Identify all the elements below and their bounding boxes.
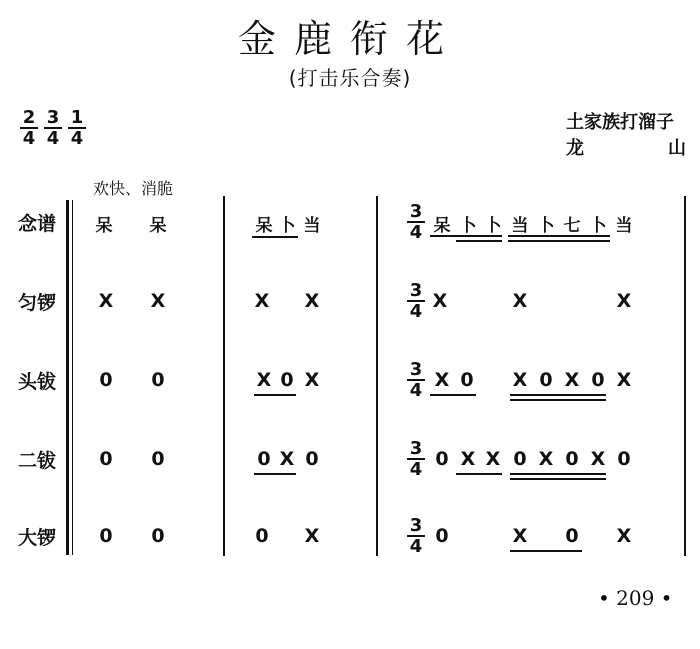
measure-time-signature: 3 4 (407, 203, 425, 241)
note: 0 (151, 369, 165, 391)
note: 0 (99, 448, 113, 470)
row-label: 二钹 (18, 450, 57, 472)
note: 0 (280, 369, 294, 391)
note: X (254, 290, 270, 312)
measure-time-signature: 3 4 (407, 517, 425, 555)
note: X (432, 290, 448, 312)
note: 卜 (537, 216, 555, 236)
note: 0 (617, 448, 631, 470)
measure-time-signature: 3 4 (407, 361, 425, 399)
note: 当 (511, 216, 529, 236)
barline (223, 196, 225, 556)
row-label: 匀锣 (18, 292, 57, 314)
note: X (538, 448, 554, 470)
note: 卜 (484, 216, 502, 236)
beam-underline (510, 399, 606, 401)
note: 0 (460, 369, 474, 391)
tempo-marking: 欢快、消脆 (93, 179, 174, 198)
note: 0 (99, 369, 113, 391)
note: 0 (99, 525, 113, 547)
note: X (616, 369, 632, 391)
note: 0 (151, 448, 165, 470)
beam-underline (456, 473, 502, 475)
beam-underline (508, 240, 610, 242)
note: 卜 (278, 216, 296, 236)
beam-underline (430, 394, 476, 396)
note: X (434, 369, 450, 391)
note: 卜 (459, 216, 477, 236)
note: 0 (565, 525, 579, 547)
note: X (512, 290, 528, 312)
barline (376, 196, 378, 556)
beam-underline (456, 240, 502, 242)
note: 0 (255, 525, 269, 547)
note: 0 (565, 448, 579, 470)
note: 卜 (589, 216, 607, 236)
time-signature: 2 4 (20, 109, 38, 147)
time-signature: 1 4 (68, 109, 86, 147)
system-bracket (66, 200, 69, 555)
note: X (256, 369, 272, 391)
note: 当 (303, 216, 321, 236)
note: X (485, 448, 501, 470)
note: 呆 (433, 216, 451, 236)
note: 呆 (95, 216, 113, 236)
note: 0 (257, 448, 271, 470)
note: 七 (563, 216, 581, 236)
beam-underline (508, 235, 610, 237)
measure-time-signature: 3 4 (407, 282, 425, 320)
note: 0 (151, 525, 165, 547)
row-label: 头钹 (18, 371, 57, 393)
time-signature: 3 4 (44, 109, 62, 147)
beam-underline (510, 473, 606, 475)
note: X (279, 448, 295, 470)
note: X (512, 525, 528, 547)
note: X (616, 525, 632, 547)
note: X (590, 448, 606, 470)
beam-underline (510, 478, 606, 480)
note: X (512, 369, 528, 391)
note: 0 (539, 369, 553, 391)
note: X (460, 448, 476, 470)
note: X (304, 290, 320, 312)
note: X (616, 290, 632, 312)
note: 0 (591, 369, 605, 391)
beam-underline (254, 473, 296, 475)
note: X (150, 290, 166, 312)
page-subtitle: (打击乐合奏) (288, 66, 412, 90)
beam-underline (510, 550, 582, 552)
page-title: 金鹿衔花 (237, 17, 462, 61)
note: X (304, 525, 320, 547)
measure-time-signature: 3 4 (407, 440, 425, 478)
beam-underline (510, 394, 606, 396)
credit-source: 土家族打溜子 (566, 112, 674, 133)
note: X (304, 369, 320, 391)
note: 呆 (255, 216, 273, 236)
note: 0 (305, 448, 319, 470)
note: 0 (513, 448, 527, 470)
credit-name-second: 山 (668, 138, 686, 159)
barline (684, 196, 686, 556)
row-label: 念谱 (18, 213, 57, 235)
note: 0 (435, 448, 449, 470)
beam-underline (430, 235, 502, 237)
note: X (98, 290, 114, 312)
credit-name-first: 龙 (566, 138, 584, 159)
note: X (564, 369, 580, 391)
page-number: • 209 • (598, 586, 673, 610)
beam-underline (252, 236, 298, 238)
row-label: 大锣 (18, 527, 57, 549)
note: 0 (435, 525, 449, 547)
beam-underline (254, 394, 296, 396)
system-bracket-inner (72, 200, 73, 555)
note: 呆 (149, 216, 167, 236)
note: 当 (615, 216, 633, 236)
